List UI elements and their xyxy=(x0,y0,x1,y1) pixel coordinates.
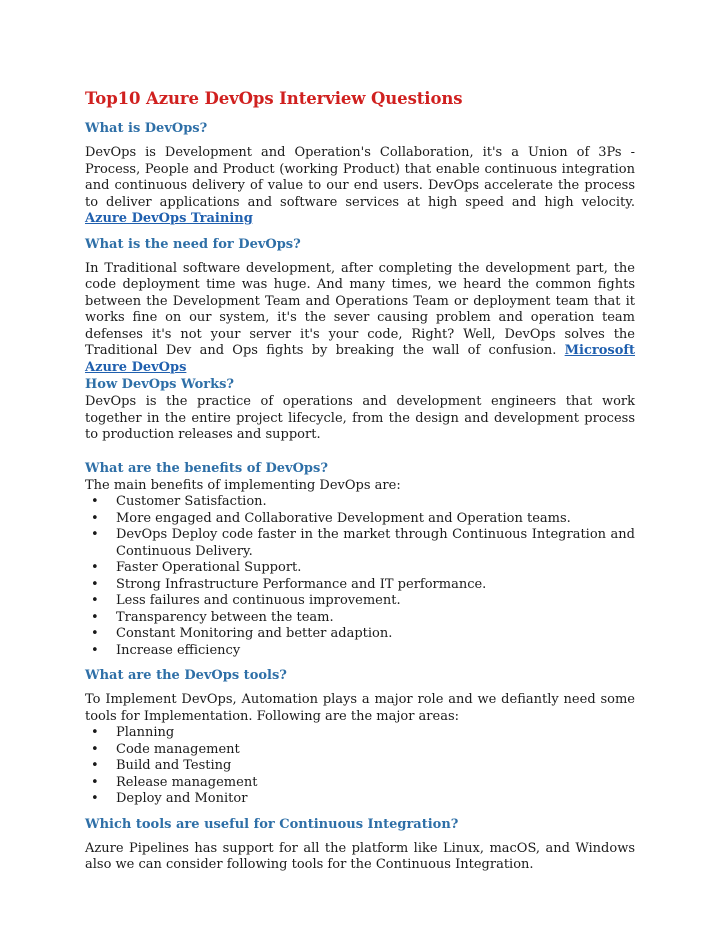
list-item-text: Strong Infrastructure Performance and IT performance. xyxy=(116,576,487,592)
list-item xyxy=(85,593,635,610)
list-item xyxy=(85,643,635,660)
bullet-icon: • xyxy=(91,560,99,575)
list-item-text: Release management xyxy=(116,774,258,790)
list-item xyxy=(85,494,635,511)
heading-need-for-devops: What is the need for DevOps? xyxy=(85,236,301,252)
bullet-icon: • xyxy=(91,576,99,592)
list-item-text: Constant Monitoring and better adaption. xyxy=(116,626,393,641)
list-item-text: Increase efficiency xyxy=(116,642,241,658)
paragraph-text: DevOps is Development and Operation's Collaboration, it's a Union of 3Ps - Process, People and Product (working Product) that enable continuous integration and continuous delivery of value to our end users. DevOps accelerate the process to deliver applications and software services at high speed and high velocity. xyxy=(85,145,635,210)
list-item-text: Faster Operational Support. xyxy=(116,560,302,575)
paragraph-ci-tools: Azure Pipelines has support for all the platform like Linux, macOS, and Windows also we can consider following tools for the Continuous Integration. xyxy=(85,840,635,872)
list-item xyxy=(85,527,635,560)
bullet-icon: • xyxy=(91,609,99,625)
paragraph-what-is-devops xyxy=(85,145,635,228)
list-item-text: Less failures and continuous improvement. xyxy=(116,593,401,608)
list-item-text: Deploy and Monitor xyxy=(116,791,248,806)
list-item-text: DevOps Deploy code faster in the market through Continuous Integration and Continuous Delivery. xyxy=(116,527,635,559)
list-item xyxy=(85,626,635,643)
list-item xyxy=(85,511,635,528)
list-item-text: Planning xyxy=(116,725,175,740)
list-item-text: More engaged and Collaborative Development and Operation teams. xyxy=(116,510,571,526)
benefits-intro: The main benefits of implementing DevOps are: xyxy=(85,477,401,493)
paragraph-text: In Traditional software development, after completing the development part, the code deployment time was huge. And many times, we heard the common fights between the Development Team and Operations Team or deployment team that it works fine on our system, it's the sever causing problem and operation team defenses it's not your server it's your code, Right? Well, DevOps solves the Traditional Dev and Ops fights by breaking the wall of confusion. xyxy=(85,260,635,358)
list-item-text: Build and Testing xyxy=(116,758,232,773)
bullet-icon: • xyxy=(91,527,99,542)
list-item xyxy=(85,610,635,627)
tools-intro: To Implement DevOps, Automation plays a major role and we defiantly need some tools for Implementation. Following are the major areas: xyxy=(85,692,635,724)
heading-devops-tools: What are the DevOps tools? xyxy=(85,668,287,683)
paragraph-need-for-devops xyxy=(85,261,635,377)
document-page xyxy=(85,88,635,882)
list-item xyxy=(85,775,635,792)
list-item-text: Transparency between the team. xyxy=(116,609,334,625)
list-item xyxy=(85,791,635,808)
paragraph-how-devops-works: DevOps is the practice of operations and development engineers that work together in the entire project lifecycle, from the design and development process to production releases and support. xyxy=(85,394,635,442)
bullet-icon: • xyxy=(91,791,99,806)
list-item xyxy=(85,725,635,742)
list-item xyxy=(85,577,635,594)
heading-how-devops-works: How DevOps Works? xyxy=(85,377,235,392)
bullet-icon: • xyxy=(91,494,99,509)
bullet-icon: • xyxy=(91,725,99,740)
bullet-icon: • xyxy=(91,741,99,757)
bullet-icon: • xyxy=(91,774,99,790)
heading-benefits-of-devops: What are the benefits of DevOps? xyxy=(85,460,328,476)
list-item-text: Code management xyxy=(116,741,240,757)
bullet-icon: • xyxy=(91,626,99,641)
heading-ci-tools: Which tools are useful for Continuous Integration? xyxy=(85,816,459,832)
document-title: Top10 Azure DevOps Interview Questions xyxy=(85,89,463,108)
bullet-icon: • xyxy=(91,642,99,658)
bullet-icon: • xyxy=(91,510,99,526)
benefits-list xyxy=(85,494,635,659)
list-item xyxy=(85,742,635,759)
bullet-icon: • xyxy=(91,593,99,608)
list-item xyxy=(85,758,635,775)
heading-what-is-devops: What is DevOps? xyxy=(85,121,208,136)
tools-list xyxy=(85,725,635,808)
list-item-text: Customer Satisfaction. xyxy=(116,494,267,509)
list-item xyxy=(85,560,635,577)
azure-devops-training-link[interactable]: Azure DevOps Training xyxy=(85,211,253,226)
bullet-icon: • xyxy=(91,758,99,773)
microsoft-azure-devops-link[interactable]: Microsoft Azure DevOps xyxy=(85,343,635,375)
